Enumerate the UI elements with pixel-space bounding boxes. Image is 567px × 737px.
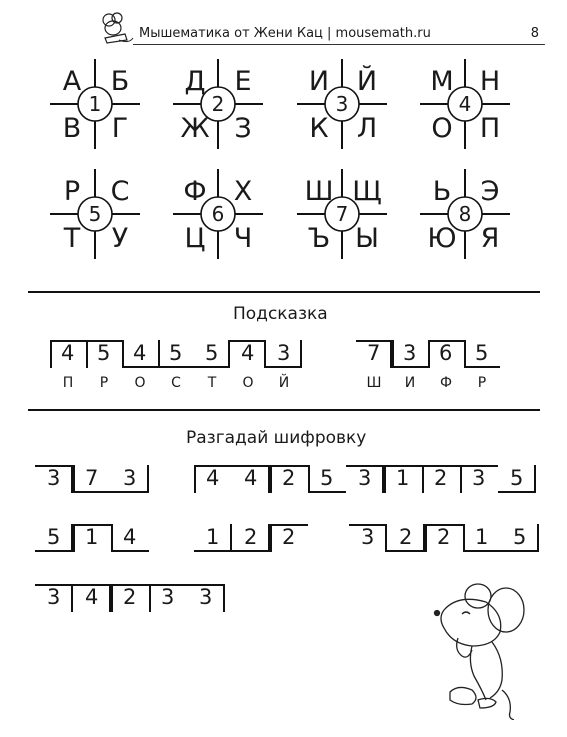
hint-letter: О [242,375,254,391]
cipher-letter: Щ [352,176,382,207]
cipher-digit-box [111,584,149,612]
cipher-digit: 2 [437,525,451,549]
cipher-letter: Ф [183,176,207,207]
cipher-digit-box [346,465,384,493]
cipher-digit-box [270,524,308,552]
cipher-digit: 5 [97,341,111,365]
cipher-number: 6 [211,202,225,226]
cipher-digit-box [194,340,230,368]
cipher-digit-box [422,465,460,493]
cipher-letter: О [431,113,453,144]
hint-letter: Р [477,375,487,391]
cipher-digit: 1 [85,525,99,549]
cipher-cell-4 [420,59,510,149]
mouse-illustration [428,580,528,720]
cipher-digit: 2 [282,466,296,490]
header-divider [133,44,545,45]
cipher-digit-box [387,524,425,552]
cipher-letter: Ч [233,223,253,254]
cipher-digit-box [111,465,149,493]
cipher-digit: 5 [169,341,183,365]
cipher-cell-6 [173,169,263,259]
cipher-digit: 2 [282,525,296,549]
cipher-letter: Ц [184,223,206,254]
cipher-digit: 7 [367,341,381,365]
cipher-cell-7 [297,169,387,259]
cipher-digit-box [463,524,501,552]
hint-title: Подсказка [233,304,328,324]
cipher-digit-box [194,524,232,552]
cipher-digit: 3 [361,525,375,549]
cipher-digit-box [86,340,122,368]
cipher-digit-box [111,524,149,552]
cipher-digit-box [73,584,111,612]
cipher-digit: 3 [161,585,175,609]
hint-letter: Й [278,375,290,391]
hint-letter: О [134,375,146,391]
cipher-digit: 4 [61,341,75,365]
cipher-cell-8 [420,169,510,259]
page-number: 8 [530,26,539,41]
cipher-digit-box [498,465,536,493]
cipher-digit: 4 [123,525,137,549]
cipher-number: 7 [335,202,349,226]
cipher-letter: А [62,66,82,97]
cipher-letter: К [309,113,329,144]
cipher-cell-1 [50,59,140,149]
cipher-number: 1 [88,92,102,116]
cipher-cell-2 [173,59,263,149]
cipher-digit: 5 [47,525,61,549]
cipher-word [35,584,225,614]
cipher-digit-box [194,465,232,493]
cipher-digit: 3 [403,341,417,365]
cipher-digit: 7 [85,466,99,490]
cipher-digit: 5 [320,466,334,490]
cipher-digit-box [35,465,73,493]
section-divider-1 [28,291,540,293]
cipher-letter: С [110,176,130,207]
cipher-digit: 3 [47,466,61,490]
cipher-digit: 6 [439,341,453,365]
cipher-word [194,465,536,495]
cipher-number: 5 [88,202,102,226]
cipher-digit: 1 [396,466,410,490]
cipher-letter: П [479,113,501,144]
hint-letter: Р [99,375,109,391]
cipher-number: 3 [335,92,349,116]
cipher-letter: Д [184,66,206,97]
cipher-letter: Ш [304,176,334,207]
cipher-digit-box [266,340,302,368]
cipher-digit: 5 [205,341,219,365]
task-title: Разгадай шифровку [186,428,367,448]
cipher-digit: 2 [123,585,137,609]
cipher-digit: 3 [472,466,486,490]
cipher-letter: М [430,66,454,97]
cipher-digit: 5 [475,341,489,365]
cipher-digit: 3 [277,341,291,365]
cipher-letter: Б [110,66,130,97]
cipher-digit: 4 [244,466,258,490]
section-divider-2 [28,409,540,411]
cipher-digit: 1 [475,525,489,549]
hint-letter: Ф [439,375,453,391]
hint-letter: Т [207,375,217,391]
cipher-letter: Р [63,176,81,207]
cipher-digit: 3 [199,585,213,609]
cipher-digit: 1 [206,525,220,549]
cipher-digit-box [392,340,428,368]
cipher-letter: З [234,113,252,144]
cipher-letter: Й [356,66,378,97]
cipher-digit: 4 [133,341,147,365]
cipher-digit: 4 [241,341,255,365]
cipher-digit-box [349,524,387,552]
cipher-cell-3 [297,59,387,149]
hint-letter: Ш [366,375,382,391]
cipher-digit-box [501,524,539,552]
cipher-digit: 5 [513,525,527,549]
cipher-letter: В [62,113,82,144]
cipher-letter: Ъ [307,223,331,254]
cipher-number: 8 [458,202,472,226]
cipher-digit: 5 [510,466,524,490]
cipher-digit-box [35,524,73,552]
cipher-letter: У [111,223,129,254]
hint-letter: П [62,375,74,391]
cipher-digit-box [356,340,392,368]
cipher-letter: Л [356,113,378,144]
cipher-digit-box [149,584,187,612]
cipher-digit-box [232,465,270,493]
cipher-letter: Н [479,66,501,97]
page-header [95,22,545,44]
cipher-digit-box [428,340,464,368]
cipher-letter: Ы [355,223,379,254]
cipher-digit-box [425,524,463,552]
cipher-letter: И [308,66,330,97]
cipher-letter: Ь [432,176,452,207]
cipher-digit-box [158,340,194,368]
cipher-number: 2 [211,92,225,116]
cipher-number: 4 [458,92,472,116]
cipher-digit-box [187,584,225,612]
cipher-digit-box [73,524,111,552]
cipher-word [35,465,149,495]
cipher-word [194,524,308,554]
cipher-digit-box [460,465,498,493]
cipher-digit-box [50,340,86,368]
cipher-letter: Е [234,66,252,97]
cipher-digit-box [230,340,266,368]
cipher-digit-box [308,465,346,493]
cipher-letter: Ю [427,223,457,254]
hint-letter: С [171,375,181,391]
cipher-cell-5 [50,169,140,259]
cipher-word [356,340,500,370]
cipher-digit-box [122,340,158,368]
cipher-letter: Т [63,223,81,254]
cipher-digit: 4 [206,466,220,490]
cipher-letter: Х [233,176,253,207]
hint-letter: И [404,375,416,391]
cipher-digit-box [73,465,111,493]
cipher-digit-box [270,465,308,493]
cipher-digit-box [464,340,500,368]
cipher-digit-box [384,465,422,493]
cipher-digit-box [35,584,73,612]
cipher-word [50,340,302,370]
cipher-digit: 2 [434,466,448,490]
cipher-digit: 3 [123,466,137,490]
cipher-letter: Э [480,176,500,207]
cipher-letter: Ж [180,113,210,144]
cipher-word [35,524,149,554]
cipher-digit-box [232,524,270,552]
cipher-word [349,524,539,554]
cipher-digit: 2 [244,525,258,549]
cipher-letter: Г [111,113,129,144]
cipher-letter: Я [480,223,500,254]
cipher-digit: 3 [47,585,61,609]
cipher-digit: 3 [358,466,372,490]
cipher-digit: 2 [399,525,413,549]
brand-text: Мышематика от Жени Кац | mousemath.ru [139,26,431,41]
cipher-digit: 4 [85,585,99,609]
